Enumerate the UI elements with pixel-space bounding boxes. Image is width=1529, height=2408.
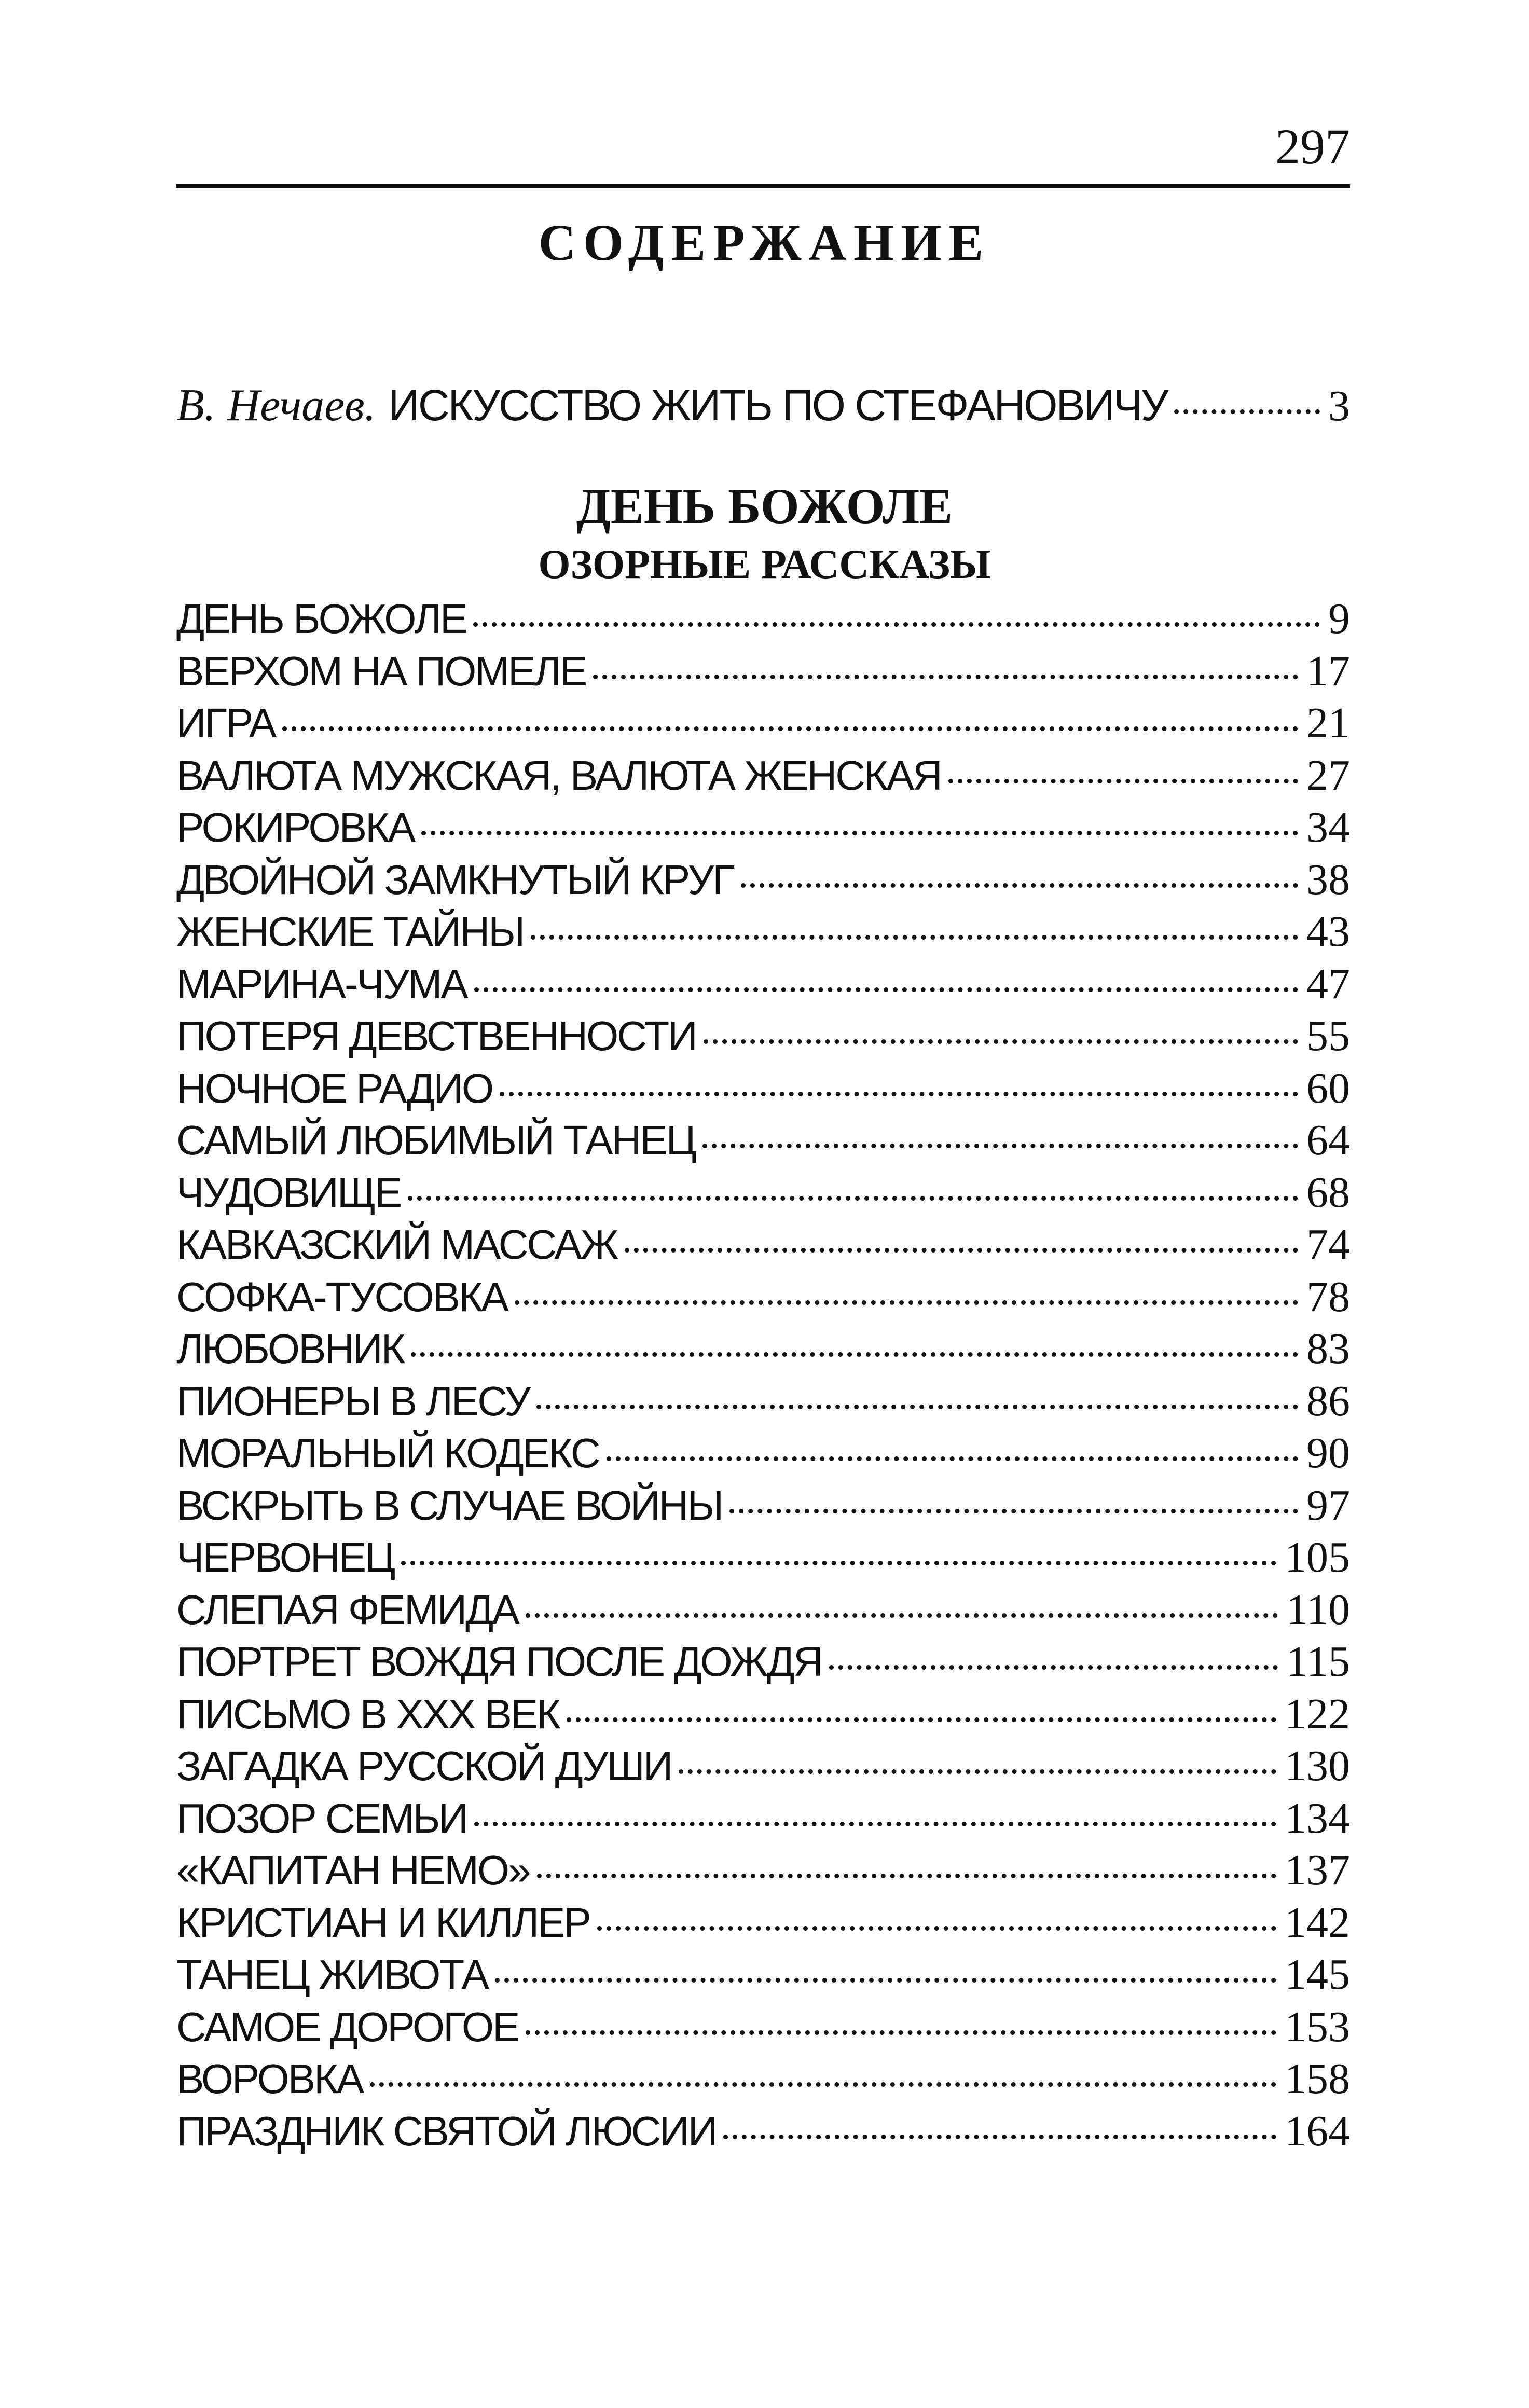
leader-dots	[500, 1092, 1298, 1096]
leader-dots	[607, 1456, 1299, 1461]
toc-entry[interactable]	[176, 1793, 1350, 1845]
toc-entry[interactable]	[176, 645, 1350, 698]
toc-entry-title: ТАНЕЦ ЖИВОТА	[176, 1951, 488, 1998]
toc-entry[interactable]	[176, 1114, 1350, 1167]
toc-entry[interactable]	[176, 1532, 1350, 1584]
toc-entry-page: 38	[1306, 855, 1350, 904]
leader-dots	[948, 779, 1298, 783]
toc-entry-title: СЛЕПАЯ ФЕМИДА	[176, 1586, 518, 1633]
toc-entry-page: 68	[1306, 1168, 1350, 1217]
toc-entry-page: 145	[1285, 1950, 1350, 1999]
toc-entry-page: 47	[1306, 959, 1350, 1008]
toc-entry-page: 105	[1285, 1533, 1350, 1581]
toc-entry-title: ПОТЕРЯ ДЕВСТВЕННОСТИ	[176, 1013, 696, 1059]
toc-entry[interactable]	[176, 1063, 1350, 1115]
toc-entry-page: 142	[1285, 1898, 1350, 1947]
toc-entry-page: 130	[1285, 1742, 1350, 1790]
toc-entry[interactable]	[176, 802, 1350, 854]
toc-entry-page: 83	[1306, 1325, 1350, 1373]
leader-dots	[370, 2082, 1276, 2087]
toc-entry[interactable]	[176, 1323, 1350, 1375]
contents-title: СОДЕРЖАНИЕ	[538, 214, 991, 271]
leader-dots	[597, 1926, 1276, 1931]
toc-entry[interactable]	[176, 958, 1350, 1011]
toc-entry-title: ВСКРЫТЬ В СЛУЧАЕ ВОЙНЫ	[176, 1482, 723, 1529]
toc-entry-page: 17	[1306, 646, 1350, 695]
page-number: 297	[1275, 119, 1350, 174]
toc-entry-title: ДВОЙНОЙ ЗАМКНУТЫЙ КРУГ	[176, 856, 734, 903]
leader-dots	[593, 675, 1298, 679]
toc-entry-title: ПИОНЕРЫ В ЛЕСУ	[176, 1378, 530, 1424]
toc-entry-title: ЧУДОВИЩЕ	[176, 1169, 401, 1216]
leader-dots	[702, 1144, 1298, 1148]
leader-dots	[408, 1196, 1298, 1201]
toc-entry-title: ЖЕНСКИЕ ТАЙНЫ	[176, 909, 524, 955]
leader-dots	[537, 1874, 1276, 1878]
leader-dots	[495, 1978, 1276, 1983]
leader-dots	[531, 935, 1298, 940]
toc-entry-title: ПРАЗДНИК СВЯТОЙ ЛЮСИИ	[176, 2108, 717, 2154]
toc-entry[interactable]	[176, 1845, 1350, 1897]
section-subtitle: ОЗОРНЫЕ РАССКАЗЫ	[538, 542, 991, 587]
toc-entry-title: ПИСЬМО В XXX ВЕК	[176, 1690, 559, 1737]
toc-entry-title: САМЫЙ ЛЮБИМЫЙ ТАНЕЦ	[176, 1117, 695, 1163]
toc-entry[interactable]	[176, 854, 1350, 906]
toc-entry-title: КАВКАЗСКИЙ МАССАЖ	[176, 1221, 617, 1268]
toc-entry[interactable]	[176, 2053, 1350, 2106]
intro-entry[interactable]	[176, 380, 1350, 431]
toc-entry-title: РОКИРОВКА	[176, 804, 415, 850]
toc-entry-page: 64	[1306, 1116, 1350, 1164]
toc-entry[interactable]	[176, 1375, 1350, 1428]
toc-entry-title: ВАЛЮТА МУЖСКАЯ, ВАЛЮТА ЖЕНСКАЯ	[176, 752, 941, 799]
leader-dots	[567, 1717, 1276, 1722]
toc-entry-title: ДЕНЬ БОЖОЛЕ	[176, 596, 466, 642]
toc-entry[interactable]	[176, 697, 1350, 750]
leader-dots	[1174, 409, 1320, 414]
toc-entry[interactable]	[176, 1271, 1350, 1324]
leader-dots	[474, 1822, 1276, 1826]
toc-entry-page: 86	[1306, 1377, 1350, 1425]
toc-entry[interactable]	[176, 1897, 1350, 1949]
toc-entry[interactable]	[176, 1427, 1350, 1480]
leader-dots	[741, 883, 1298, 888]
leader-dots	[625, 1248, 1298, 1253]
toc-entry-page: 164	[1285, 2107, 1350, 2155]
toc-entry-page: 21	[1306, 699, 1350, 747]
leader-dots	[421, 831, 1298, 835]
toc-entry-page: 27	[1306, 751, 1350, 800]
toc-entry-title: НОЧНОЕ РАДИО	[176, 1065, 493, 1111]
leader-dots	[401, 1561, 1276, 1565]
toc-entry-page: 110	[1286, 1585, 1350, 1634]
toc-entry-title: САМОЕ ДОРОГОЕ	[176, 2003, 519, 2050]
toc-entry[interactable]	[176, 1688, 1350, 1741]
leader-dots	[536, 1405, 1298, 1409]
toc-entry[interactable]	[176, 2001, 1350, 2054]
toc-entry[interactable]	[176, 906, 1350, 958]
toc-entry-page: 97	[1306, 1481, 1350, 1530]
leader-dots	[515, 1300, 1298, 1305]
toc-entry-title: «КАПИТАН НЕМО»	[176, 1847, 530, 1893]
leader-dots	[473, 622, 1320, 627]
toc-entry[interactable]	[176, 1480, 1350, 1532]
toc-entry[interactable]	[176, 1584, 1350, 1636]
intro-title: ИСКУССТВО ЖИТЬ ПО СТЕФАНОВИЧУ	[388, 381, 1167, 430]
toc-list	[176, 593, 1350, 2157]
toc-entry-title: МОРАЛЬНЫЙ КОДЕКС	[176, 1430, 599, 1476]
toc-entry-page: 158	[1285, 2055, 1350, 2103]
toc-entry-page: 134	[1285, 1794, 1350, 1842]
toc-entry-title: ЧЕРВОНЕЦ	[176, 1534, 394, 1580]
toc-entry-page: 78	[1306, 1272, 1350, 1321]
toc-entry-title: СОФКА-ТУСОВКА	[176, 1273, 507, 1320]
toc-entry[interactable]	[176, 750, 1350, 802]
toc-entry-page: 43	[1306, 907, 1350, 956]
leader-dots	[829, 1665, 1278, 1670]
leader-dots	[526, 1613, 1278, 1618]
toc-entry-page: 60	[1306, 1064, 1350, 1112]
toc-entry[interactable]	[176, 1740, 1350, 1793]
leader-dots	[282, 726, 1298, 731]
header-rule	[176, 184, 1350, 188]
toc-entry-page: 74	[1306, 1220, 1350, 1269]
toc-entry-page: 34	[1306, 803, 1350, 851]
section-title: ДЕНЬ БОЖОЛЕ	[576, 478, 953, 534]
toc-entry-page: 90	[1306, 1429, 1350, 1477]
toc-entry-title: МАРИНА-ЧУМА	[176, 960, 467, 1007]
toc-entry-page: 9	[1328, 595, 1350, 643]
leader-dots	[474, 987, 1298, 992]
toc-entry[interactable]	[176, 1219, 1350, 1271]
toc-entry-page: 153	[1285, 2002, 1350, 2051]
toc-entry[interactable]	[176, 1010, 1350, 1063]
toc-entry[interactable]	[176, 2106, 1350, 2158]
toc-entry-title: ВОРОВКА	[176, 2056, 363, 2102]
toc-entry[interactable]	[176, 593, 1350, 645]
toc-entry-title: ИГРА	[176, 700, 276, 746]
leader-dots	[723, 2135, 1276, 2139]
toc-entry-title: ПОРТРЕТ ВОЖДЯ ПОСЛЕ ДОЖДЯ	[176, 1639, 822, 1685]
toc-entry-page: 137	[1285, 1846, 1350, 1894]
toc-entry[interactable]	[176, 1167, 1350, 1219]
intro-author: В. Нечаев.	[176, 380, 376, 431]
toc-entry-page: 122	[1285, 1689, 1350, 1738]
intro-page: 3	[1328, 382, 1350, 430]
toc-entry-title: КРИСТИАН И КИЛЛЕР	[176, 1899, 590, 1946]
leader-dots	[526, 2030, 1276, 2035]
leader-dots	[729, 1509, 1298, 1513]
toc-entry[interactable]	[176, 1636, 1350, 1688]
toc-entry-page: 115	[1286, 1638, 1350, 1686]
toc-entry-title: ВЕРХОМ НА ПОМЕЛЕ	[176, 648, 586, 694]
toc-entry[interactable]	[176, 1949, 1350, 2001]
leader-dots	[679, 1769, 1276, 1774]
toc-entry-title: ЗАГАДКА РУССКОЙ ДУШИ	[176, 1743, 672, 1789]
leader-dots	[411, 1352, 1298, 1357]
toc-entry-title: ЛЮБОВНИК	[176, 1326, 404, 1372]
toc-entry-title: ПОЗОР СЕМЬИ	[176, 1795, 467, 1841]
leader-dots	[704, 1039, 1298, 1044]
toc-entry-page: 55	[1306, 1012, 1350, 1060]
